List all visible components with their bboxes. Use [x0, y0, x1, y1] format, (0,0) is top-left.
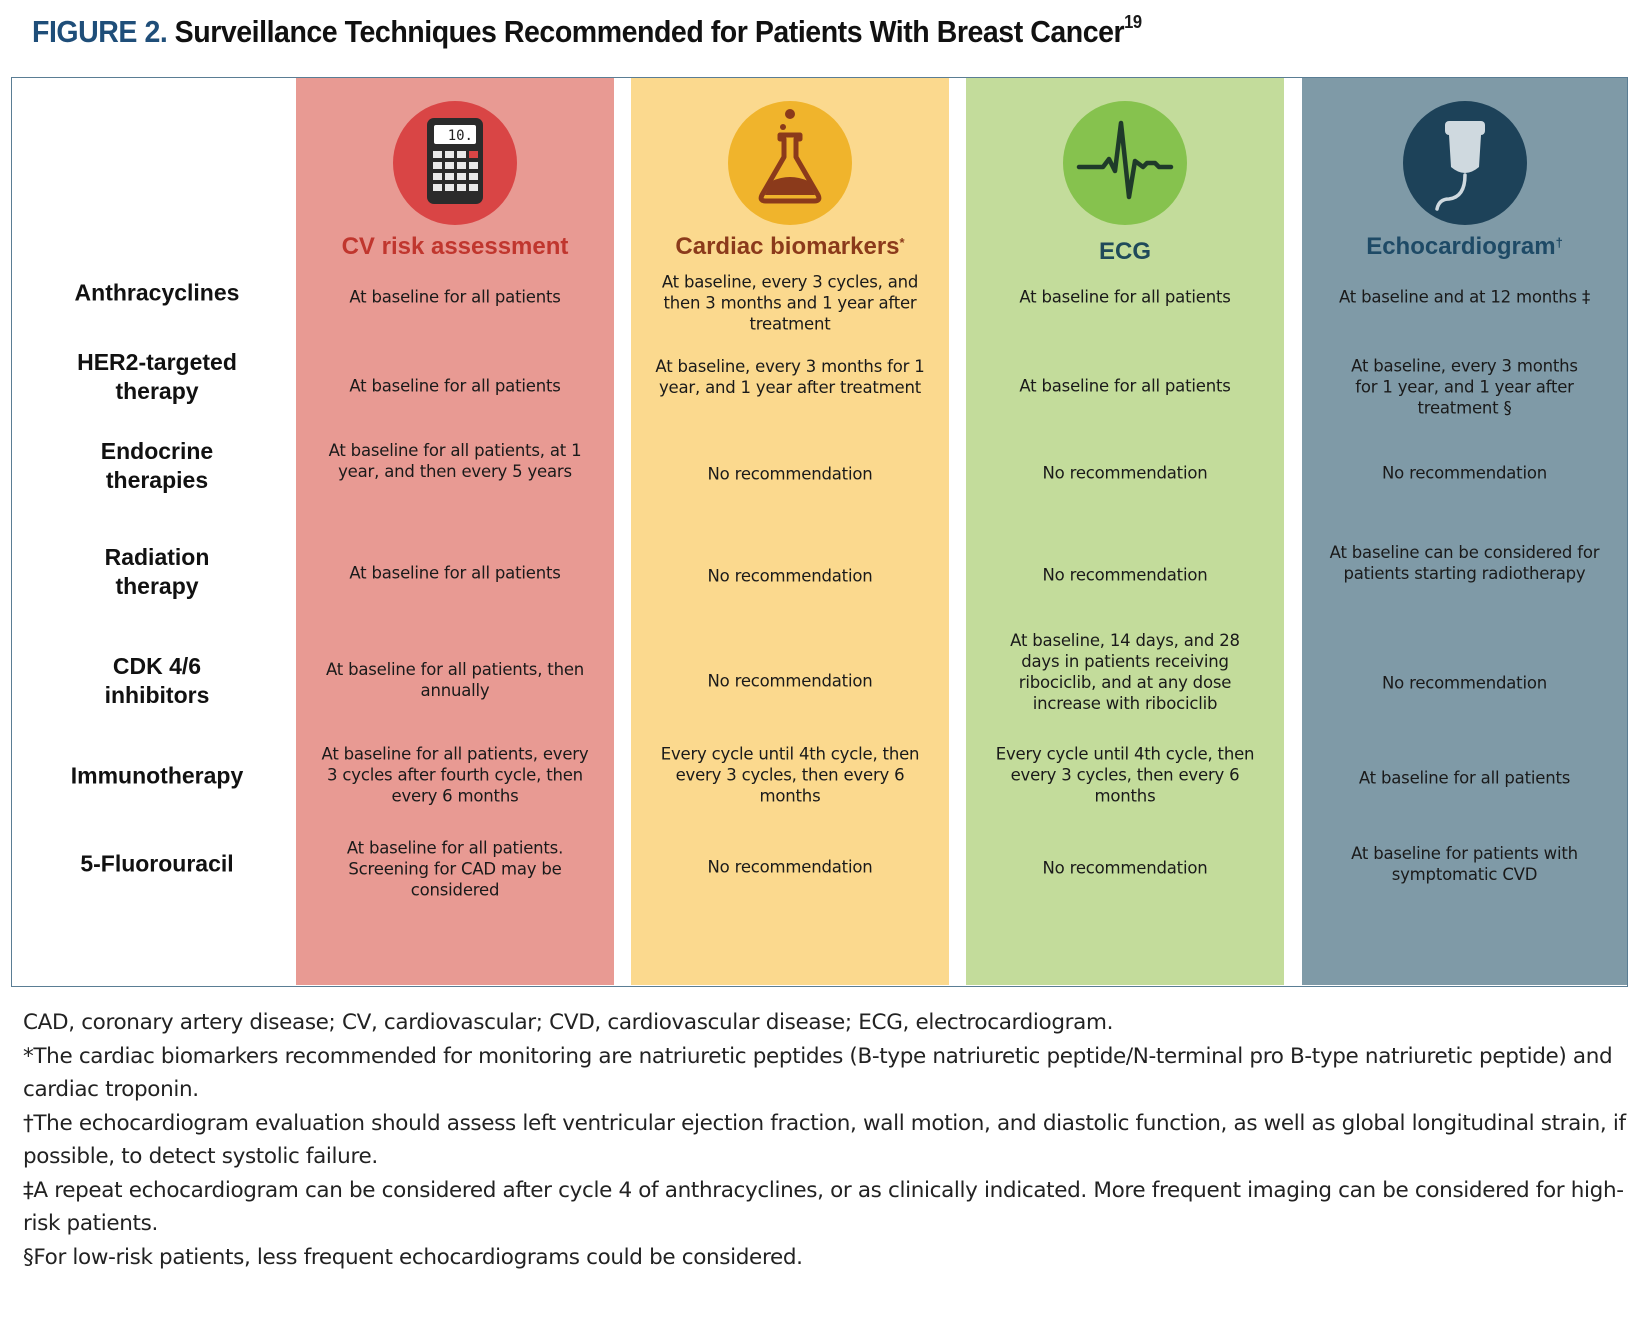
calculator-display: 10. [447, 128, 473, 144]
footnotes [23, 1006, 1638, 1274]
cell-cv-anthracyclines: At baseline for all patients [349, 287, 561, 307]
row-label-cdk: CDK 4/6 inhibitors [104, 653, 210, 708]
cell-cv-her2: At baseline for all patients [349, 376, 561, 396]
cell-bio-her2: At baseline, every 3 months for 1 year, and 1 year after treatment [655, 357, 925, 397]
column-header-echocardiogram: Echocardiogram† [1366, 233, 1563, 260]
cell-echo-her2: At baseline, every 3 months for 1 year, and 1 year after treatment § [1351, 356, 1578, 418]
footnote-abbreviations: CAD, coronary artery disease; CV, cardiovascular; CVD, cardiovascular disease; ECG, electrocardiogram. [23, 1010, 1114, 1035]
cell-ecg-anthracyclines: At baseline for all patients [1019, 287, 1231, 307]
cell-ecg-immunotherapy: Every cycle until 4th cycle, then every 3 cycles, then every 6 months [995, 744, 1255, 806]
cell-bio-fluorouracil: No recommendation [707, 857, 873, 877]
footnote-low-risk: §For low-risk patients, less frequent echocardiograms could be considered. [23, 1244, 803, 1270]
row-label-anthracyclines: Anthracyclines [74, 279, 240, 306]
cell-cv-immunotherapy: At baseline for all patients, every 3 cycles after fourth cycle, then every 6 months [321, 744, 589, 806]
cell-ecg-fluorouracil: No recommendation [1042, 858, 1208, 878]
surveillance-table [11, 77, 1628, 987]
column-echocardiogram [1302, 78, 1627, 985]
cell-bio-cdk: No recommendation [707, 671, 873, 691]
cell-cv-fluorouracil: At baseline for all patients. Screening for CAD may be considered [346, 838, 564, 900]
flask-icon [728, 101, 852, 225]
footnote-echocardiogram: †The echocardiogram evaluation should assess left ventricular ejection fraction, wall motion, and diastolic function, as well as global longitudinal strain, if possible, to detect systolic failure. [23, 1110, 1626, 1169]
row-label-radiation: Radiation therapy [104, 544, 210, 599]
row-label-endocrine: Endocrine therapies [100, 438, 214, 493]
column-cardiac-biomarkers [631, 78, 949, 985]
cell-echo-fluorouracil: At baseline for patients with symptomatic CVD [1351, 844, 1578, 884]
ultrasound-probe-icon [1403, 101, 1527, 225]
row-label-immunotherapy: Immunotherapy [70, 762, 244, 789]
cell-ecg-her2: At baseline for all patients [1019, 376, 1231, 396]
figure-label: FIGURE 2. [32, 14, 168, 49]
cell-bio-radiation: No recommendation [707, 566, 873, 586]
cell-echo-endocrine: No recommendation [1382, 463, 1547, 483]
column-header-ecg: ECG [1098, 238, 1151, 265]
column-header-cv-risk: CV risk assessment [341, 233, 569, 260]
row-label-fluorouracil: 5-Fluorouracil [80, 850, 234, 877]
cell-echo-radiation: At baseline can be considered for patients starting radiotherapy [1329, 543, 1600, 583]
row-label-her2: HER2-targeted therapy [77, 349, 237, 404]
cell-bio-endocrine: No recommendation [707, 464, 873, 484]
footnote-repeat-echo: ‡A repeat echocardiogram can be considered after cycle 4 of anthracyclines, or as clinically indicated. More frequent imaging can be considered for high-risk patients. [23, 1177, 1624, 1236]
figure-reference: 19 [1124, 12, 1142, 32]
column-ecg [966, 78, 1284, 985]
cell-cv-radiation: At baseline for all patients [349, 563, 561, 583]
cell-ecg-cdk: At baseline, 14 days, and 28 days in patients receiving ribociclib, and at any dose increase with ribociclib [1010, 631, 1240, 713]
cell-bio-anthracyclines: At baseline, every 3 cycles, and then 3 months and 1 year after treatment [661, 272, 919, 334]
column-header-cardiac-biomarkers: Cardiac biomarkers* [675, 233, 905, 260]
cell-ecg-radiation: No recommendation [1042, 565, 1208, 585]
cell-ecg-endocrine: No recommendation [1042, 463, 1208, 483]
footnote-biomarkers: *The cardiac biomarkers recommended for monitoring are natriuretic peptides (B-type natriuretic peptide/N-terminal pro B-type natriuretic peptide) and cardiac troponin. [23, 1043, 1613, 1102]
cell-echo-anthracyclines: At baseline and at 12 months ‡ [1338, 287, 1591, 307]
cell-cv-cdk: At baseline for all patients, then annually [325, 660, 585, 700]
cell-cv-endocrine: At baseline for all patients, at 1 year, and then every 5 years [328, 441, 582, 481]
figure-title-text: Surveillance Techniques Recommended for Patients With Breast Cancer [174, 14, 1125, 49]
figure-title [32, 14, 1142, 50]
calculator-icon [393, 101, 517, 225]
ecg-waveform-icon [1063, 101, 1187, 225]
cell-echo-immunotherapy: At baseline for all patients [1358, 768, 1571, 788]
cell-bio-immunotherapy: Every cycle until 4th cycle, then every 3 cycles, then every 6 months [660, 744, 920, 806]
column-cv-risk [296, 78, 614, 985]
cell-echo-cdk: No recommendation [1382, 673, 1547, 693]
